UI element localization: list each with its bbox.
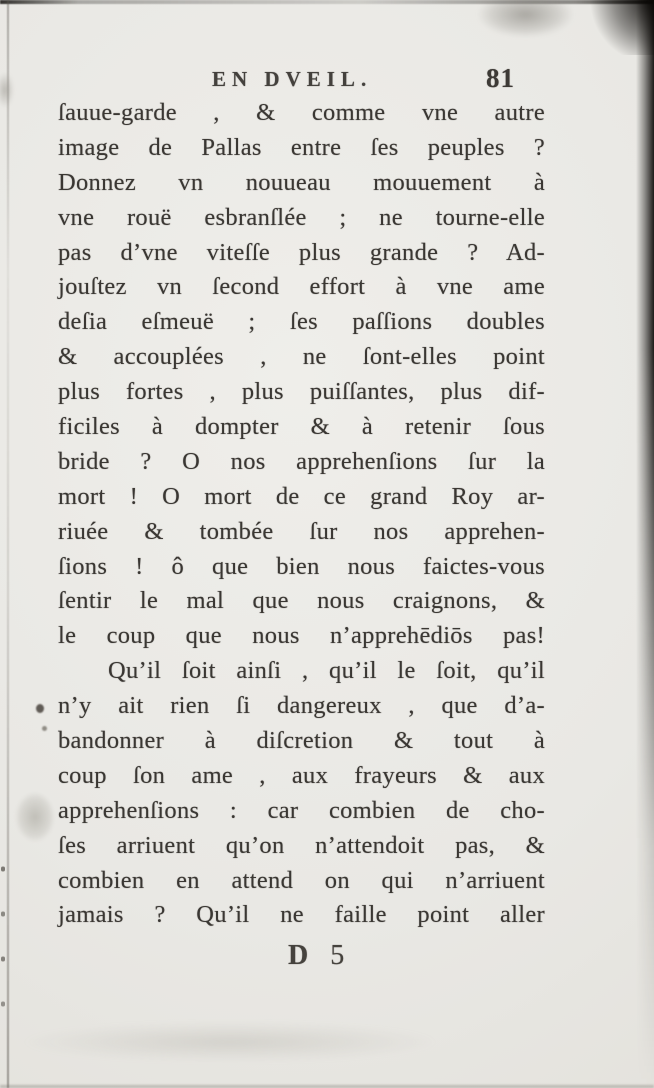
text-line: ſauue-garde , & comme vne autre <box>58 99 545 126</box>
text-line: vne rouë esbranſlée ; ne tourne-elle <box>58 203 545 231</box>
text-line: n’y ait rien ſi dangereux , que d’a- <box>58 692 545 720</box>
text-line: ficiles à dompter & à retenir ſous <box>58 413 545 441</box>
signature-letter: D <box>288 940 309 971</box>
text-line: deſia eſmeuë ; ſes paſſions doubles <box>58 308 545 336</box>
binding-shadow-right <box>636 0 654 1088</box>
text-line: mort ! O mort de ce grand Roy ar- <box>58 482 545 510</box>
text-line: & accouplées , ne ſont-elles point <box>58 343 545 371</box>
text-line: pas d’vne viteſſe plus grande ? Ad- <box>58 238 545 266</box>
page-corner-shadow <box>584 0 654 55</box>
ink-speck <box>42 726 47 731</box>
signature-mark <box>288 940 344 972</box>
text-line: bride ? O nos apprehenſions ſur la <box>58 447 545 475</box>
text-line: image de Pallas entre ſes peuples ? <box>58 133 545 161</box>
signature-number: 5 <box>330 940 345 971</box>
body-text <box>58 96 545 933</box>
text-line: ſes arriuent qu’on n’attendoit pas, & <box>58 831 545 859</box>
edge-ink-specks <box>1 860 5 1040</box>
text-line: combien en attend on qui n’arriuent <box>58 866 545 894</box>
page-number: 81 <box>486 63 515 93</box>
running-head <box>0 63 654 97</box>
ink-speck <box>36 704 44 713</box>
text-line: apprehenſions : car combien de cho- <box>58 796 545 824</box>
text-line: ſentir le mal que nous craignons, & <box>58 587 545 615</box>
text-line: jamais ? Qu’il ne faille point aller <box>58 901 545 929</box>
paper-mottle-bottom <box>20 1022 440 1062</box>
text-line: riuée & tombée ſur nos apprehen- <box>58 517 545 545</box>
text-line-paragraph-start: Qu’il ſoit ainſi , qu’il le ſoit, qu’il <box>108 657 545 685</box>
left-fold-crease <box>7 0 9 1088</box>
running-head-title: EN DVEIL. <box>212 67 373 91</box>
text-line: Donnez vn nouueau mouuement à <box>58 168 545 196</box>
text-line: bandonner à diſcretion & tout à <box>58 727 545 755</box>
text-line: ſions ! ô que bien nous faictes-vous <box>58 552 545 580</box>
ink-smudge-top <box>478 0 573 37</box>
text-line: coup ſon ame , aux frayeurs & aux <box>58 761 545 789</box>
text-line: le coup que nous n’apprehēdiōs pas! <box>58 622 545 650</box>
text-line: plus fortes , plus puiſſantes, plus dif- <box>58 378 545 406</box>
text-line: jouſtez vn ſecond effort à vne ame <box>58 273 545 301</box>
paper-stain-left <box>16 793 54 841</box>
